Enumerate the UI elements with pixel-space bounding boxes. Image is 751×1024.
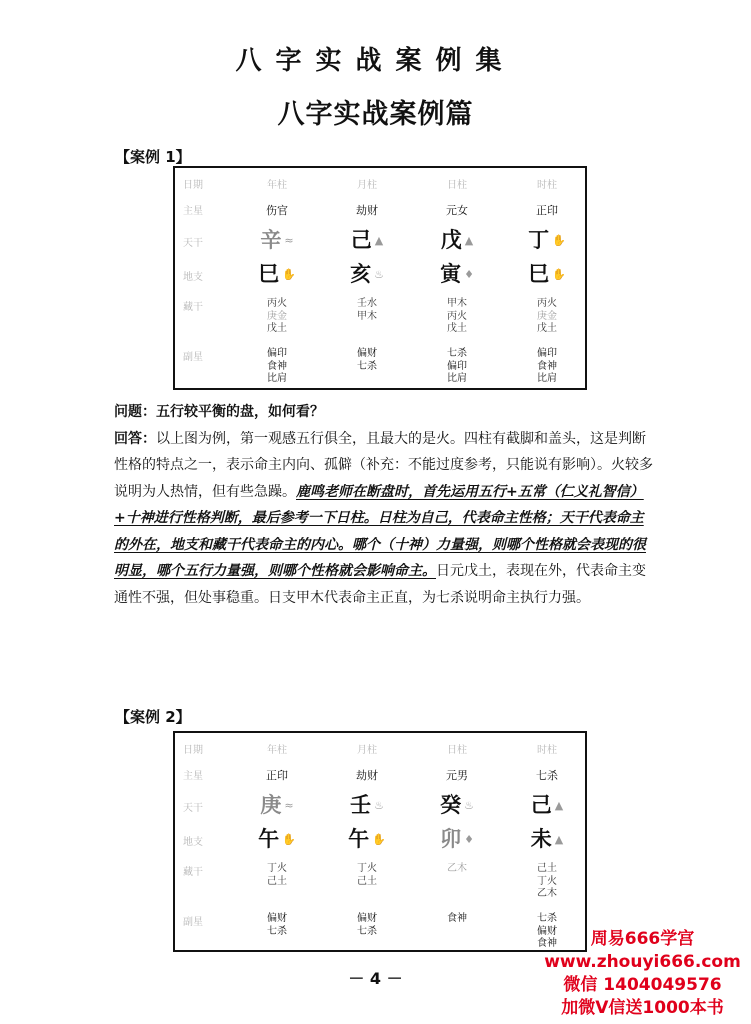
- mountain-icon: ▲: [554, 833, 564, 846]
- case-label: 【案例 1】: [115, 148, 191, 166]
- sub-star: 七杀: [357, 360, 377, 372]
- main-star: 正印: [536, 204, 558, 217]
- heavenly-stem: [507, 228, 587, 253]
- sub-star: 比肩: [447, 373, 467, 384]
- hidden-stem: 丁火: [357, 863, 377, 874]
- chart-cell: [507, 298, 587, 336]
- chart-cell: [417, 913, 497, 926]
- branch-char: 午: [348, 827, 370, 851]
- fire-icon: ♦: [464, 833, 474, 846]
- chart-cell: [237, 202, 317, 218]
- sub-star: 偏财: [267, 913, 287, 924]
- heavenly-stem: [237, 793, 317, 818]
- chart-cell: [417, 298, 497, 336]
- stem-char: 己: [530, 793, 552, 817]
- chart-cell: [327, 348, 407, 373]
- chart-cell: [417, 827, 497, 852]
- chart-cell: [417, 202, 497, 218]
- chart-cell: [507, 348, 587, 386]
- hand-icon: ✋: [552, 268, 566, 281]
- fire-icon: ♦: [464, 268, 474, 281]
- pillar-label: 日柱: [447, 745, 467, 756]
- main-star: 劫财: [356, 769, 378, 782]
- pillar-label: 时柱: [537, 745, 557, 756]
- row-label: 日期: [183, 745, 203, 756]
- row-label: 藏干: [183, 302, 203, 313]
- chart-cell: [237, 741, 317, 756]
- chart-cell: [507, 176, 587, 191]
- hand-icon: ✋: [282, 268, 296, 281]
- bazi-chart: [173, 731, 587, 952]
- earthly-branch: [507, 827, 587, 852]
- chart-cell: [507, 741, 587, 756]
- hidden-stem: 丁火: [267, 863, 287, 874]
- chart-cell: [507, 827, 587, 852]
- mountain-icon: ▲: [374, 234, 384, 247]
- chart-cell: [237, 913, 317, 938]
- hand-icon: ✋: [372, 833, 386, 846]
- sub-star: 七杀: [447, 348, 467, 359]
- chart-cell: [507, 863, 587, 901]
- pillar-label: 月柱: [357, 180, 377, 191]
- row-label: 主星: [183, 206, 203, 217]
- earthly-branch: [507, 262, 587, 287]
- sub-star: 偏印: [537, 348, 557, 359]
- watermark-line: 周易666学宫: [590, 929, 695, 949]
- chart-cell: [327, 913, 407, 938]
- chart-cell: [237, 262, 317, 287]
- answer-highlight: 鹿鸣老师在断盘时，首先运用五行+五常（仁义礼智信）+十神进行性格判断，最后参考一下日柱。日柱为自己，代表命主性格；天干代表命主的外在，地支和藏干代表命主的内心。哪个（十神）力量强，则哪个性格就会表现的很明显，哪个五行力量强，则哪个性格就会影响命主。: [114, 483, 646, 579]
- earthly-branch: [327, 827, 407, 852]
- row-label: 地支: [183, 272, 203, 283]
- earthly-branch: [417, 262, 497, 287]
- branch-char: 午: [258, 827, 280, 851]
- sub-star: 比肩: [537, 373, 557, 384]
- sub-star: 食神: [537, 938, 557, 949]
- chart-cell: [237, 827, 317, 852]
- pillar-label: 日柱: [447, 180, 467, 191]
- page-number: － 4 －: [348, 969, 403, 988]
- hidden-stem: 己土: [267, 875, 287, 887]
- chart-cell: [237, 767, 317, 783]
- water-icon: ♨: [464, 799, 474, 812]
- stem-char: 庚: [260, 793, 282, 817]
- chart-cell: [237, 348, 317, 386]
- chart-cell: [327, 793, 407, 818]
- mountain-icon: ▲: [554, 799, 564, 812]
- chart-cell: [237, 863, 317, 888]
- sub-star: 食神: [447, 913, 467, 924]
- pillar-label: 月柱: [357, 745, 377, 756]
- answer-part-1: 以上图为例，第一观感五行俱全，且最大的是火。四柱有截脚和盖头，这是判断性格的特点之一，表示命主内向、孤僻（补充：不能过度参考，只能说有影响）。火较多说明为人热情，但有些急躁。: [114, 430, 653, 500]
- hidden-stem: 己土: [537, 863, 557, 874]
- sub-star: 偏财: [357, 348, 377, 359]
- main-star: 元男: [446, 769, 468, 782]
- earthly-branch: [237, 827, 317, 852]
- bazi-chart: [173, 166, 587, 390]
- row-label: 天干: [183, 238, 203, 249]
- main-star: 元女: [446, 204, 468, 217]
- heavenly-stem: [327, 793, 407, 818]
- earthly-branch: [417, 827, 497, 852]
- watermark: [540, 928, 745, 1020]
- pillar-label: 年柱: [267, 180, 287, 191]
- stem-char: 己: [350, 228, 372, 252]
- hidden-stem: 丙火: [537, 298, 557, 309]
- heavenly-stem: [417, 793, 497, 818]
- chart-cell: [507, 228, 587, 253]
- chart-cell: [417, 741, 497, 756]
- answer-part-2: 日元戊土，表现在外，代表命主变通性不强，但处事稳重。日支甲木代表命主正直，为七杀说明命主执行力强。: [114, 563, 646, 606]
- chart-cell: [237, 298, 317, 336]
- row-label: 地支: [183, 837, 203, 848]
- hidden-stem: 庚金: [267, 310, 287, 322]
- sub-star: 偏财: [357, 913, 377, 924]
- pillar-label: 时柱: [537, 180, 557, 191]
- stem-char: 壬: [350, 793, 372, 817]
- main-star: 劫财: [356, 204, 378, 217]
- wind-icon: ≈: [284, 234, 294, 247]
- mountain-icon: ▲: [464, 234, 474, 247]
- water-icon: ♨: [374, 799, 384, 812]
- hand-icon: ✋: [552, 234, 566, 247]
- hand-icon: ✋: [282, 833, 296, 846]
- chart-cell: [327, 298, 407, 323]
- heavenly-stem: [327, 228, 407, 253]
- stem-char: 癸: [440, 793, 462, 817]
- chart-cell: [417, 262, 497, 287]
- heavenly-stem: [237, 228, 317, 253]
- row-label: 主星: [183, 771, 203, 782]
- hidden-stem: 甲木: [447, 298, 467, 309]
- wind-icon: ≈: [284, 799, 294, 812]
- chart-cell: [417, 348, 497, 386]
- chart-cell: [507, 202, 587, 218]
- chart-cell: [237, 176, 317, 191]
- sub-star: 偏印: [267, 348, 287, 359]
- pillar-label: 年柱: [267, 745, 287, 756]
- branch-char: 巳: [528, 262, 550, 286]
- hidden-stem: 甲木: [357, 310, 377, 322]
- watermark-line: www.zhouyi666.com: [544, 952, 741, 972]
- main-star: 七杀: [536, 769, 558, 782]
- case-label: 【案例 2】: [115, 708, 191, 726]
- branch-char: 未: [530, 827, 552, 851]
- chart-cell: [327, 176, 407, 191]
- hidden-stem: 戊土: [537, 323, 557, 334]
- sub-star: 七杀: [267, 925, 287, 937]
- sub-star: 偏印: [447, 360, 467, 372]
- chart-cell: [327, 827, 407, 852]
- answer-text: [114, 426, 654, 612]
- chart-cell: [417, 228, 497, 253]
- earthly-branch: [237, 262, 317, 287]
- sub-star: 七杀: [357, 925, 377, 937]
- chart-cell: [237, 793, 317, 818]
- sub-star: 偏财: [537, 925, 557, 937]
- hidden-stem: 乙木: [537, 888, 557, 899]
- watermark-line: 加微V信送1000本书: [561, 998, 724, 1018]
- chart-cell: [327, 863, 407, 888]
- row-label: 副星: [183, 917, 203, 928]
- stem-char: 辛: [260, 228, 282, 252]
- water-icon: ♨: [374, 268, 384, 281]
- chart-cell: [327, 767, 407, 783]
- hidden-stem: 戊土: [267, 323, 287, 334]
- branch-char: 寅: [440, 262, 462, 286]
- hidden-stem: 戊土: [447, 323, 467, 334]
- chart-cell: [417, 793, 497, 818]
- watermark-line: 微信 1404049576: [563, 975, 722, 995]
- chart-cell: [327, 202, 407, 218]
- question-text: 问题：五行较平衡的盘，如何看？: [114, 404, 324, 420]
- row-label: 副星: [183, 352, 203, 363]
- chart-cell: [327, 262, 407, 287]
- branch-char: 卯: [440, 827, 462, 851]
- chart-cell: [327, 741, 407, 756]
- chart-cell: [417, 863, 497, 876]
- branch-char: 亥: [350, 262, 372, 286]
- chart-cell: [237, 228, 317, 253]
- section-title: 八字实战案例篇: [277, 99, 474, 130]
- answer-label: 回答：: [114, 430, 156, 447]
- sub-star: 比肩: [267, 373, 287, 384]
- row-label: 日期: [183, 180, 203, 191]
- hidden-stem: 丙火: [267, 298, 287, 309]
- sub-star: 七杀: [537, 913, 557, 924]
- heavenly-stem: [507, 793, 587, 818]
- hidden-stem: 庚金: [537, 310, 557, 322]
- qa-block: [114, 399, 654, 611]
- hidden-stem: 丁火: [537, 875, 557, 887]
- branch-char: 巳: [258, 262, 280, 286]
- heavenly-stem: [417, 228, 497, 253]
- chart-cell: [417, 176, 497, 191]
- stem-char: 丁: [528, 228, 550, 252]
- row-label: 天干: [183, 803, 203, 814]
- chart-cell: [507, 793, 587, 818]
- hidden-stem: 丙火: [447, 310, 467, 322]
- hidden-stem: 壬水: [357, 298, 377, 309]
- chart-cell: [417, 767, 497, 783]
- earthly-branch: [327, 262, 407, 287]
- row-label: 藏干: [183, 867, 203, 878]
- hidden-stem: 乙木: [447, 863, 467, 874]
- hidden-stem: 己土: [357, 875, 377, 887]
- chart-cell: [507, 262, 587, 287]
- main-star: 伤官: [266, 204, 288, 217]
- sub-star: 食神: [537, 360, 557, 372]
- sub-star: 食神: [267, 360, 287, 372]
- chart-cell: [327, 228, 407, 253]
- main-star: 正印: [266, 769, 288, 782]
- stem-char: 戊: [440, 228, 462, 252]
- book-title: 八字实战案例集: [235, 46, 516, 76]
- chart-cell: [507, 767, 587, 783]
